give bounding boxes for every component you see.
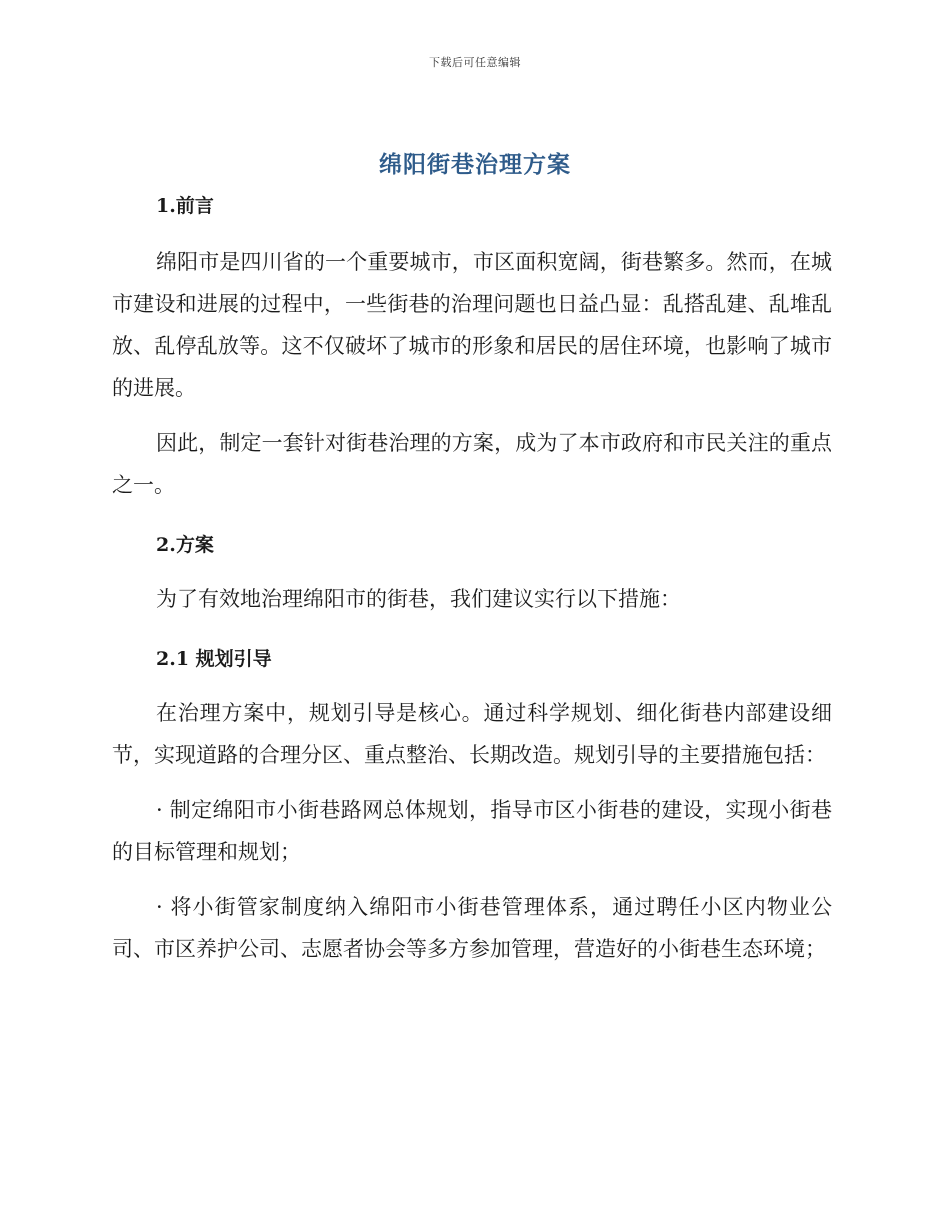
paragraph-plan-intro: 为了有效地治理绵阳市的街巷，我们建议实行以下措施： xyxy=(156,587,681,611)
bullet-item: · 将小街管家制度纳入绵阳市小街巷管理体系，通过聘任小区内物业公司、市区养护公司、志愿者协会等多方参加管理，营造好的小街巷生态环境； xyxy=(112,895,832,961)
document-title: 绵阳街巷治理方案 xyxy=(379,151,571,178)
header-note: 下载后可任意编辑 xyxy=(429,56,521,69)
paragraph-preface-1: 绵阳市是四川省的一个重要城市，市区面积宽阔，街巷繁多。然而，在城市建设和进展的过程中，一些街巷的治理问题也日益凸显：乱搭乱建、乱堆乱放、乱停乱放等。这不仅破坏了城市的形象和居民的居住环境，也影响了城市的进展。 xyxy=(112,250,832,400)
section-heading-preface: 1.前言 xyxy=(156,195,214,217)
section-heading-plan: 2.方案 xyxy=(156,534,214,556)
document-body xyxy=(112,190,832,970)
paragraph-planning-guidance: 在治理方案中，规划引导是核心。通过科学规划、细化街巷内部建设细节，实现道路的合理分区、重点整治、长期改造。规划引导的主要措施包括： xyxy=(112,701,832,767)
bullet-item: · 制定绵阳市小街巷路网总体规划，指导市区小街巷的建设，实现小街巷的目标管理和规划； xyxy=(112,798,832,864)
section-heading-planning-guidance: 2.1 规划引导 xyxy=(156,648,272,670)
paragraph-preface-2: 因此，制定一套针对街巷治理的方案，成为了本市政府和市民关注的重点之一。 xyxy=(112,431,832,497)
